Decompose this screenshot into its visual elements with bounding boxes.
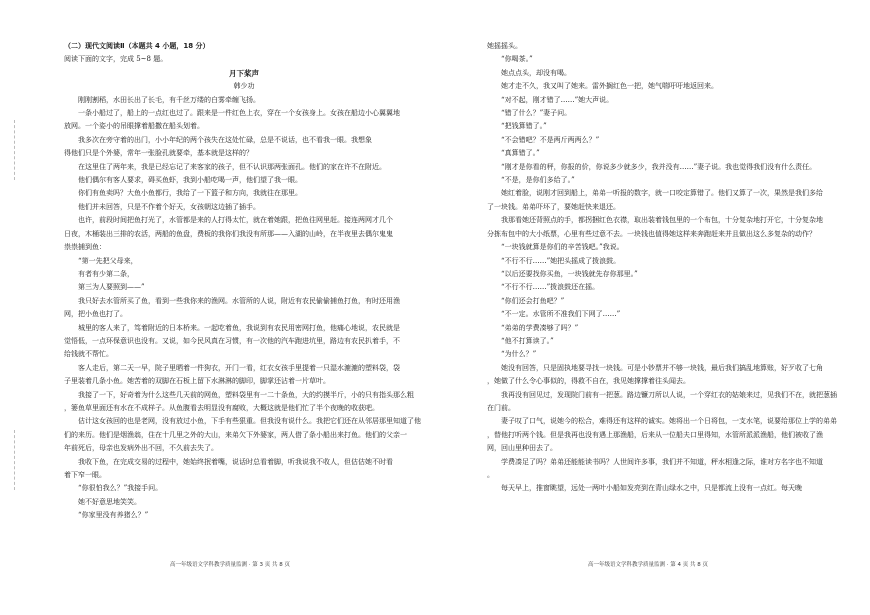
- paragraph-line: 放网。一个姿小的吊眼撑着船撒在船头划着。: [64, 122, 204, 131]
- paragraph-line: 他们偶尔有客人要求，碍买鱼虾，我到小船吃喝一声，他们望了我一眼。: [78, 176, 302, 185]
- paragraph-line: 刚刚割稻，水田长出了长毛，有千丝万缕的白雾牵缠飞扬。: [78, 95, 260, 104]
- paragraph-line: “一块钱就算是你们的辛苦钱吧。”我说。: [501, 243, 624, 252]
- paragraph-line: 我那看她还背照点的手，都拐捆红色衣襟，取出装着钱包里的一个布包，十分复杂地打开它，十分复杂地: [501, 216, 823, 225]
- story-author: 韩少功: [233, 82, 255, 91]
- paragraph-line: 我再没有回见过，发现院门前有一把葱。路边镰刀所以人说，一个穿红衣的姑娘来过，见我们不在，就把葱插: [501, 390, 837, 399]
- paragraph-line: 给钱就不帮忙。: [64, 350, 113, 359]
- paragraph-line: 她点点头，却没有喝。: [501, 68, 571, 77]
- paragraph-line: “第一先把父母来，: [78, 256, 138, 265]
- paragraph-line: “你家里没有养猪么？”: [78, 511, 149, 520]
- paragraph-line: 网，把小鱼也打了。: [64, 310, 127, 319]
- paragraph-line: 子里装着几条小鱼。她苦着的双脚在石板上留下水淋淋的脚印，脚掌还沾着一片草叶。: [64, 377, 330, 386]
- paragraph-line: ，篓鱼草里面还有水在不成样子。从鱼腹看去明显没有腐败，大概这就是他们忙了半个夜晚的收获吧。: [64, 403, 379, 412]
- paragraph-line: 她摇摇头。: [487, 42, 522, 50]
- paragraph-line: 第三为人要照到——”: [78, 283, 145, 292]
- paragraph-line: 觉悟低，一点环保意识也没有。又说，如今民风真在习惯，有一次他的汽车跑进坑里，路边有农民扒着手，不: [64, 336, 400, 345]
- paragraph-line: 估计这女孩回的也是老网，没有放过小鱼，下手有些狠重。但我没有说什么。我把它们还在从邻居那里知道了他: [78, 417, 421, 426]
- left-column: [64, 40, 424, 523]
- paragraph-line: 妻子叹了口气，说她今的松合，难得还有这样的诚实。她将出一个日将包，一支水笔，说要给那位上学的弟弟: [501, 417, 837, 426]
- binding-mark: [14, 430, 19, 490]
- paragraph-line: 她没有回答，只是固执地要寻找一块钱。可是小钞票并不够一块钱，最后我们搞乱地算账，好歹收了七角: [501, 363, 823, 372]
- paragraph-line: “不行不行……”拨浪鼓还在摇。: [501, 283, 600, 292]
- paragraph-line: 了一块钱。弟弟吓坏了，要她赶快来退还。: [487, 202, 620, 211]
- paragraph-line: 我只好去水管所买了鱼，看到一些我你来的渔网。水管所的人说，附近有农民偷偷捕鱼打鱼，有时还用渔: [78, 296, 400, 305]
- paragraph-line: 城里的客人来了，笃着附近的日本桥来。一起吃着鱼，我说到有农民用密网打鱼，他痛心地说，农民就是: [78, 323, 400, 332]
- left-body-text: [64, 94, 424, 523]
- paragraph-line: “把钱算错了。”: [501, 122, 547, 131]
- paragraph-line: 年前死后，母亲也发病外出不回，不久前去失了。: [64, 444, 218, 453]
- page-footer-right: 高一年级语文学科教学质量监测 · 第 4 页 共 8 页: [588, 562, 708, 568]
- paragraph-line: 有者有少第二条，: [78, 269, 134, 278]
- paragraph-line: “刚才是你看的秤，你报的价，你说多少就多少，我并没有……”妻子说。我也觉得我们没有什么责任。: [501, 162, 817, 171]
- paragraph-line: ，她做了什么令心事似的，得救不自在，我见她撑撑着往头闻去。: [487, 377, 690, 386]
- paragraph-line: 她不好意思地笑笑。: [78, 497, 141, 506]
- paragraph-line: “不一定。水管所不准我们下网了……”: [501, 310, 621, 319]
- paragraph-line: 祟祟捕到鱼：: [64, 243, 106, 252]
- right-column: [487, 40, 852, 496]
- paragraph-line: 客人走后，第二天一早，院子里晒着一件狗衣，开门一看，红衣女孩手里提着一只湿水漉漉的塑料袋，袋: [78, 363, 400, 372]
- paragraph-line: 一条小船过了，船上的一点红也过了。跟来是一件红色上衣，穿在一个女孩身上。女孩在船边小心翼翼地: [78, 109, 400, 118]
- instruction-text: 阅读下面的文字，完成 5~8 题。: [64, 55, 168, 64]
- paragraph-line: 网，回山里种田去了。: [487, 444, 557, 453]
- paragraph-line: 她红着脸，说刚才回到船上，弟弟一听报的数字，就一口咬定算错了。他们又算了一次，果然是我们多给: [501, 189, 823, 198]
- paragraph-line: “他不打算读了。”: [501, 336, 554, 345]
- paragraph-line: 们的来历。他们是烟渔翁，住在十几里之外的大山，来弟欠下外婆家，两人借了条小船出来打鱼。他们的父亲一: [64, 430, 407, 439]
- paragraph-line: “弟弟的学费凑够了吗？”: [501, 323, 579, 332]
- paragraph-line: 在这里住了两年来，我是已经忘记了来客家的孩子，但不认识那两张面孔。他们的家在许不在附近。: [78, 162, 386, 171]
- paragraph-line: 在门前。: [487, 403, 515, 412]
- paragraph-line: “对不起，刚才错了……”她大声说。: [501, 95, 614, 104]
- paragraph-line: “不会错吧？不是两斤两两么？”: [501, 135, 600, 144]
- paragraph-line: 分拣布包中的大小纸票，心里有些过意不去。一块钱也值得她这样来奔跑赶来并且做出这么多复杂的动作？: [487, 229, 816, 238]
- paragraph-line: 。: [487, 471, 494, 479]
- paragraph-line: “你们还会打鱼吧？”: [501, 296, 565, 305]
- section-heading: （二）现代文阅读Ⅱ（本题共 4 小题，18 分）: [64, 42, 210, 50]
- paragraph-line: “不行不行……”她把头摇成了拨浪鼓。: [501, 256, 621, 265]
- paragraph-line: 每天早上，推窗眺望，远处一两叶小船如发亮到在青山绿水之中，只是都流上没有一点红。每天晚: [501, 484, 802, 493]
- paragraph-line: 也许，前段时间把鱼打光了，水管都是来的人打得太忙，就在着她跟，把鱼往网里赶。接连两网才几个: [78, 216, 393, 225]
- paragraph-line: 得他们只是个外婆，常年一张脸孔就要牵，基本就是这样的？: [64, 149, 253, 158]
- right-body-text: [487, 40, 852, 496]
- paragraph-line: “为什么？”: [501, 350, 537, 359]
- story-title: 月下桨声: [229, 68, 259, 78]
- paragraph-line: “以后还要找你买鱼，一块钱就先存你那里。”: [501, 269, 638, 278]
- paragraph-line: 着下窄一眼。: [64, 471, 106, 479]
- paragraph-line: ，替他打听两个钱。但是我再也没有遇上那渔船，后来从一位船夫口里得知，水管所派派渔船，他们被收了渔: [487, 430, 823, 439]
- paragraph-line: 我收下鱼，在完成交易的过程中，她始终抿着嘴，说话时总看着脚，听我说我不收人，但估估她不时看: [78, 457, 393, 466]
- paragraph-line: 我多次在旁守着的出门，小小年纪的两个孩失在这处忙碌，总是不说话，也不看我一眼。我想象: [78, 135, 372, 144]
- binding-mark: [14, 120, 19, 180]
- paragraph-line: “你很怕我么？”我接手问。: [78, 484, 163, 493]
- paragraph-line: “真算错了。”: [501, 149, 540, 158]
- paragraph-line: 日夜，木桶装出三排的农活，两船的鱼盘，费板的我你们我没有所那——入湖的山岭，在半夜里去偶尔鬼鬼: [64, 229, 393, 238]
- paragraph-line: “错了什么？”妻子问。: [501, 109, 572, 118]
- page-footer-left: 高一年级语文学科教学质量监测 · 第 3 页 共 8 页: [170, 562, 290, 568]
- paragraph-line: 你们有鱼卖吗？大鱼小鱼都行，我给了一下篮子和方向，我就往在那里。: [78, 189, 302, 198]
- paragraph-line: 她才走不久，我又叫了她来。雷外搁红色一把，她气喘吁吁地返回来。: [501, 82, 718, 91]
- paragraph-line: 我接了一下，好奇着为什么这些几天前的网鱼，塑料袋里有一二十条鱼，大的约摸半斤，小的只有指头那么粗: [78, 390, 414, 399]
- paragraph-line: “不是，是你们多给了。”: [501, 176, 575, 185]
- paragraph-line: “你喝茶。”: [501, 55, 533, 64]
- paragraph-line: 学费凑足了吗？弟弟还能能读书吗？人世间许多事，我们并不知道，秤水相逢之际，谁对方名字也不知道: [501, 457, 823, 466]
- paragraph-line: 他们并未回答，只是不作着个好天，女孩朝这边插了插手。: [78, 202, 260, 211]
